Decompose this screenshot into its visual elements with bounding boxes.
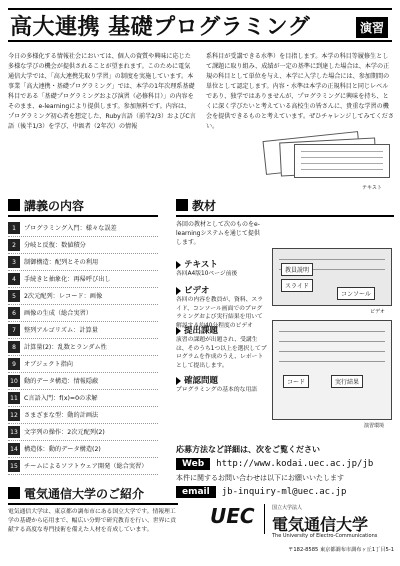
lesson-text: 分岐と反復：数値積分 [24, 241, 86, 249]
logo-small: 国立大学法人 [272, 505, 303, 511]
lesson-number: 3 [8, 256, 20, 268]
lesson-number: 14 [8, 443, 20, 455]
university-panel [8, 482, 178, 562]
lesson-number: 7 [8, 324, 20, 336]
lesson-item [8, 356, 158, 373]
textbook-caption: テキスト [362, 185, 382, 191]
lesson-number: 10 [8, 375, 20, 387]
lessons-list [8, 220, 158, 475]
lesson-text: 整列アルゴリズム：計算量 [24, 326, 98, 334]
lessons-heading-label: 講義の内容 [24, 198, 85, 213]
quiz-item-body: プログラミングの基本的な用語 [176, 387, 258, 393]
triangle-icon [176, 261, 181, 269]
lesson-number: 12 [8, 409, 20, 421]
email-row [176, 486, 394, 498]
assignment-item-head: 提出課題 [176, 324, 218, 336]
materials-intro: 各回の教材として次のものをe-learningシステムを通じて提供します。 [176, 221, 260, 246]
lesson-number: 4 [8, 273, 20, 285]
university-heading [8, 484, 178, 502]
footer-address: 〒182-8585 東京都調布市調布ヶ丘1丁目5-1 [288, 547, 394, 553]
lesson-number: 13 [8, 426, 20, 438]
video-item-body: 各回の内容を教員が、資料、スライド、コンソール画面でのプログラミングおよび実行結果を用いて解説する約40分程度のビデオ [176, 297, 263, 329]
lesson-text: さまざまな型：動的計画法 [24, 411, 99, 419]
lesson-item [8, 271, 158, 288]
heading-square-icon [8, 487, 20, 499]
lesson-number: 2 [8, 239, 20, 251]
lesson-text: 手続きと抽象化：再帰呼び出し [24, 275, 111, 283]
lesson-text: C言語入門：f(x)=0の求解 [24, 394, 98, 402]
email-link[interactable]: jb-inquiry-ml@uec.ac.jp [221, 487, 347, 497]
editor-label-code: コード [283, 375, 309, 388]
lesson-number: 1 [8, 222, 20, 234]
materials-heading [176, 196, 394, 214]
video-caption: ビデオ [370, 309, 385, 315]
video-screenshot [272, 248, 392, 306]
logo-main: 電気通信大学 [272, 515, 369, 534]
lesson-item [8, 288, 158, 305]
lesson-item [8, 373, 158, 390]
lesson-text: 動的データ構造：情報隠蔽 [24, 377, 99, 385]
assignment-item-body: 演習の課題が出題され、受講生は、そのうち1つ以上を選択してプログラムを作成のうえ、レポートとして提出します。 [176, 337, 267, 369]
lessons-heading [8, 196, 158, 214]
contact-line1: 応募方法など詳細は、次をご覧ください [176, 445, 320, 454]
lesson-text: 計算量(2)：乱数とランダム性 [24, 343, 107, 351]
web-link[interactable]: http://www.kodai.uec.ac.jp/jb [216, 459, 374, 469]
text-item-head: テキスト [176, 258, 218, 270]
logo-mark: UEC [210, 504, 255, 528]
triangle-icon [176, 287, 181, 295]
heading-square-icon [176, 199, 188, 211]
triangle-icon [176, 377, 181, 385]
text-item-body: 各回A4版10ページ前後 [176, 271, 238, 277]
lesson-text: オブジェクト指向 [24, 360, 73, 368]
heading-square-icon [8, 199, 20, 211]
textbook-image [264, 136, 394, 182]
web-tag: Web [176, 458, 210, 470]
lesson-item [8, 220, 158, 237]
lesson-text: 制御構造：配列とその利用 [24, 258, 99, 266]
lesson-number: 9 [8, 358, 20, 370]
university-text: 電気通信大学は、東京都の調布市にある国立大学です。情報理工学の基礎から応用まで、幅広い分野で研究教育を行い、世界に貢献する高度な専門技術を備えた人材を育成しています。 [8, 509, 176, 533]
materials-panel [176, 196, 394, 442]
page-title: 高大連携 基礎プログラミング [10, 14, 311, 40]
editor-label-result: 実行結果 [331, 375, 363, 388]
contact-line2: 本件に関するお問い合わせは以下にお願いいたします [176, 474, 344, 482]
title-badge: 演習 [356, 17, 388, 38]
lesson-item [8, 424, 158, 441]
web-row [176, 458, 394, 470]
intro-text-left: 今日の多様化する情報社会においては、個人の資質や興味に応じた多様な学びの機会が提供されることが望まれます。このために電気通信大学では、「高大連携先取り学習」の制度を実施しています。本事業「高大連携・基礎プログラミング」では、本学の1年次理系基礎科目である「基礎プログラミングおよび演習（必修科目）」の内容をそのまま、e-learningにより提供します。参加無料です。内容は、プログラミング初心者を想定した、Ruby言語（前半2/3）およびC言語（後半1/3）を学び、中級者（2年次）の情報 [8, 53, 196, 130]
lesson-number: 6 [8, 307, 20, 319]
lesson-text: プログラミング入門：様々な誤差 [24, 224, 117, 232]
quiz-item-head: 確認問題 [176, 374, 218, 386]
lesson-item [8, 339, 158, 356]
university-heading-label: 電気通信大学のご紹介 [24, 486, 145, 501]
video-item-head: ビデオ [176, 284, 209, 296]
title-bar [8, 8, 392, 42]
lesson-text: チームによるソフトウェア開発（総合実習） [24, 462, 148, 470]
lesson-text: 構造体：動的データ構造(2) [24, 445, 101, 453]
lesson-text: 文字列の操作：2次元配列(2) [24, 428, 105, 436]
lesson-number: 15 [8, 460, 20, 472]
lesson-number: 11 [8, 392, 20, 404]
lesson-item [8, 441, 158, 458]
lesson-item [8, 390, 158, 407]
lesson-text: 2次元配列：レコード：画像 [24, 292, 103, 300]
lesson-item [8, 407, 158, 424]
logo-english: The University of Electro-Communications [272, 533, 378, 539]
contact-block [176, 444, 394, 501]
lesson-number: 8 [8, 341, 20, 353]
email-tag: email [176, 486, 216, 498]
lesson-text: 画像の生成（総合実習） [24, 309, 93, 317]
video-label-console: コンソール [337, 287, 375, 300]
video-label-teacher: 教員説明 [281, 263, 313, 276]
lesson-item [8, 305, 158, 322]
lesson-item [8, 458, 158, 475]
intro-text-right: 系科目が受講できる水準）を目指します。本学の科目等履修生として課題に取り組み、成績が一定の基準に到達した場合は、本学の正規の科目として単位を与え、本学に入学した場合には、参加期間の単位として認定します。内容・水準は本学の正規科目と同じレベルであり、独学ではありませんが、プログラミングに興味を持ち、とくに深く学びたいと考えている高校生の皆さんに、貴重な学習の機会を提供できるものと考えています。ぜひチャレンジしてみてください。 [206, 53, 394, 130]
lessons-panel [8, 196, 158, 470]
lesson-item [8, 237, 158, 254]
video-label-slide: スライド [281, 279, 313, 292]
lesson-item [8, 254, 158, 271]
lesson-number: 5 [8, 290, 20, 302]
editor-screenshot [272, 320, 392, 420]
materials-heading-label: 教材 [192, 198, 217, 213]
triangle-icon [176, 327, 181, 335]
editor-caption: 演習環境 [364, 423, 385, 429]
lesson-item [8, 322, 158, 339]
